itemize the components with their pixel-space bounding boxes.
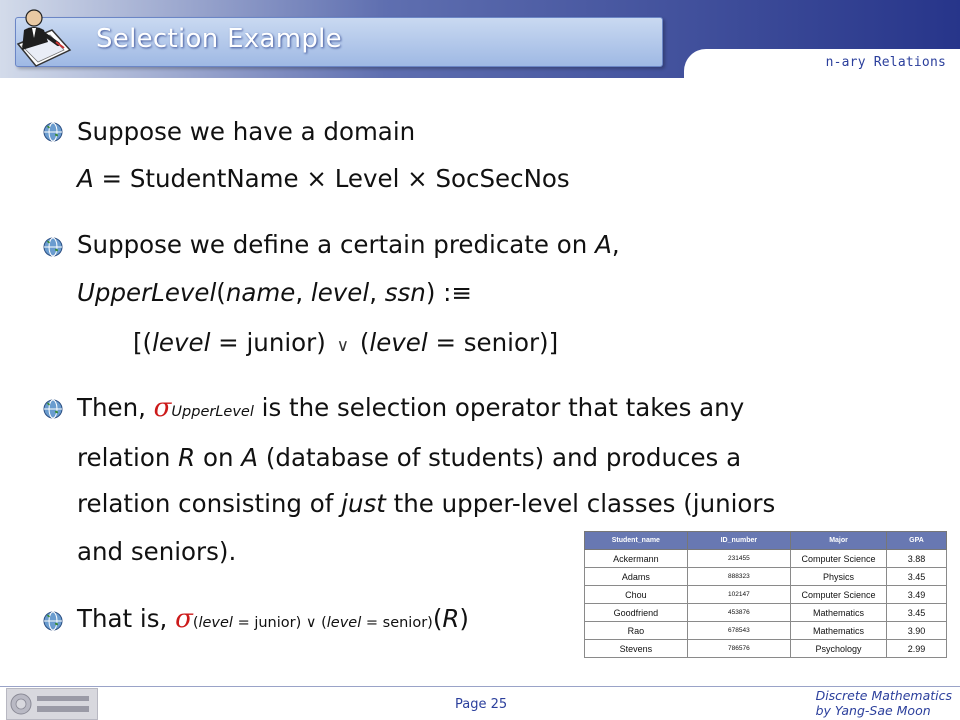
paren: ( (216, 278, 226, 307)
major-cell: Physics (791, 568, 887, 586)
footer-divider (0, 686, 960, 687)
id-number-cell: 102147 (687, 586, 790, 604)
gpa-cell: 3.45 (887, 604, 947, 622)
footer-credit (816, 688, 952, 718)
major-cell: Computer Science (791, 586, 887, 604)
predicate-name: UpperLevel (77, 278, 217, 307)
comma: , (295, 278, 311, 307)
sigma-symbol: σ (153, 393, 172, 423)
table-row (585, 550, 947, 568)
id-number-cell: 888323 (687, 568, 790, 586)
relation-symbol: R (442, 604, 460, 633)
globe-bullet-icon (42, 398, 64, 420)
level-var: level (369, 328, 428, 357)
gpa-cell: 3.49 (887, 586, 947, 604)
id-number-cell: 453876 (687, 604, 790, 622)
student-table (584, 531, 947, 658)
junior-condition: = junior) (232, 615, 306, 631)
bullet-1-line-1 (77, 117, 415, 146)
student-name-cell: Rao (585, 622, 688, 640)
text: on (195, 443, 242, 472)
bullet-3-text-rest: is the selection operator that takes any (253, 393, 745, 422)
domain-symbol: A (77, 164, 94, 193)
sigma-symbol: σ (175, 604, 193, 634)
bullet-3-line-1 (77, 393, 744, 423)
student-name-cell: Stevens (585, 640, 688, 658)
major-cell: Psychology (791, 640, 887, 658)
globe-bullet-icon (42, 610, 64, 632)
table-header-row (585, 532, 947, 550)
bracket: [( (133, 328, 153, 357)
param-ssn: ssn (384, 278, 426, 307)
table-row (585, 622, 947, 640)
globe-bullet-icon (42, 121, 64, 143)
globe-bullet-icon (42, 236, 64, 258)
column-header: Major (791, 532, 887, 550)
student-name-cell: Adams (585, 568, 688, 586)
bullet-2-line-2 (77, 278, 472, 307)
bullet-1-line-2 (77, 164, 570, 193)
column-header: GPA (887, 532, 947, 550)
bullet-2-text: Suppose we define a certain predicate on (77, 230, 596, 259)
text: and seniors). (77, 537, 237, 566)
person-at-desk-icon (12, 4, 74, 70)
bullet-4-text: That is, (77, 604, 176, 633)
text: relation consisting of (77, 489, 342, 518)
sigma-subscript: UpperLevel (171, 404, 254, 420)
author-name: by Yang-Sae Moon (815, 703, 931, 718)
level-var: level (326, 615, 362, 631)
param-name: name (225, 278, 296, 307)
bullet-1-text: Suppose we have a domain (77, 117, 416, 146)
course-name: Discrete Mathematics (815, 688, 952, 703)
column-header: Student_name (585, 532, 688, 550)
or-symbol: ∨ (305, 615, 317, 631)
text: the upper-level classes (juniors (385, 489, 776, 518)
page-number: Page 25 (455, 697, 508, 712)
table-row (585, 568, 947, 586)
id-number-cell: 231455 (687, 550, 790, 568)
id-number-cell: 678543 (687, 622, 790, 640)
gpa-cell: 2.99 (887, 640, 947, 658)
major-cell: Computer Science (791, 550, 887, 568)
text: relation (77, 443, 179, 472)
table-row (585, 604, 947, 622)
university-logo-icon (6, 688, 98, 720)
student-name-cell: Goodfriend (585, 604, 688, 622)
level-var: level (152, 328, 211, 357)
bullet-4-line-1 (77, 604, 469, 634)
major-cell: Mathematics (791, 622, 887, 640)
or-symbol: ∨ (336, 336, 350, 356)
slide-title: Selection Example (96, 24, 342, 54)
domain-symbol: A (241, 443, 259, 472)
paren: ) (459, 604, 469, 633)
gpa-cell: 3.90 (887, 622, 947, 640)
bullet-3-text: Then, (77, 393, 154, 422)
gpa-cell: 3.45 (887, 568, 947, 586)
id-number-cell: 786576 (687, 640, 790, 658)
bullet-2-line-1 (77, 230, 620, 259)
bullet-2-line-3 (133, 328, 558, 357)
column-header: ID_number (687, 532, 790, 550)
domain-definition: = StudentName × Level × SocSecNos (93, 164, 570, 193)
bullet-3-line-4 (77, 537, 236, 566)
gpa-cell: 3.88 (887, 550, 947, 568)
bullet-3-line-2 (77, 443, 741, 472)
major-cell: Mathematics (791, 604, 887, 622)
domain-symbol: A (595, 230, 612, 259)
level-var: level (198, 615, 233, 631)
relation-symbol: R (178, 443, 196, 472)
sub-paren: ( (192, 615, 199, 631)
table-row (585, 640, 947, 658)
definition-symbol: ) :≡ (425, 278, 472, 307)
student-name-cell: Ackermann (585, 550, 688, 568)
comma: , (369, 278, 385, 307)
param-level: level (310, 278, 370, 307)
punctuation: , (611, 230, 620, 259)
senior-condition: = senior) (361, 615, 433, 631)
text: (database of students) and produces a (258, 443, 742, 472)
paren: ( (432, 604, 443, 633)
bullet-3-line-3 (77, 489, 775, 518)
junior-condition: = junior) (210, 328, 326, 357)
table-row (585, 586, 947, 604)
section-label: n-ary Relations (825, 55, 946, 70)
senior-condition: = senior)] (427, 328, 559, 357)
emphasis: just (341, 489, 386, 518)
sub-paren: ( (316, 615, 327, 631)
paren: ( (359, 328, 370, 357)
student-name-cell: Chou (585, 586, 688, 604)
